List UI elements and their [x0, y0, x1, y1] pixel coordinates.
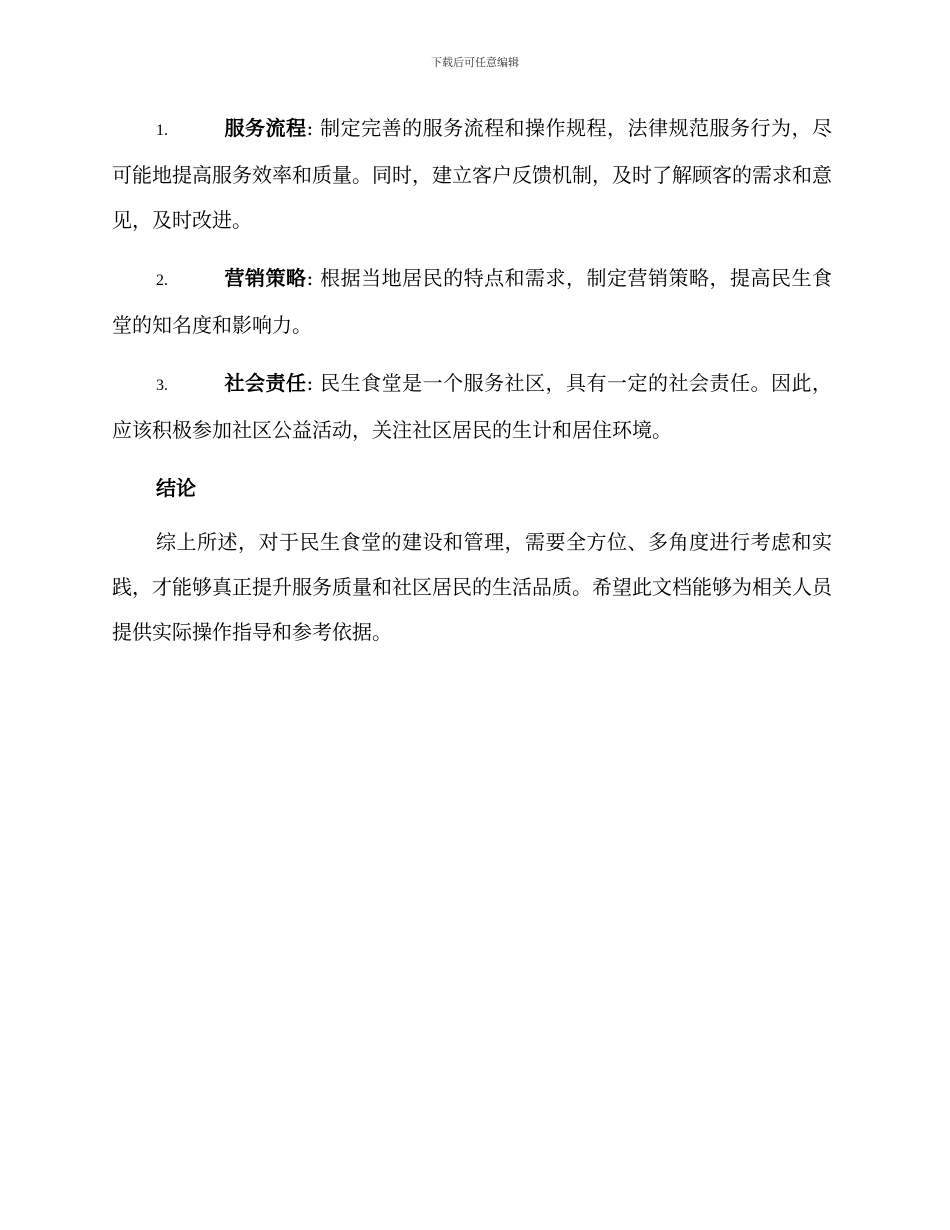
list-text: 根据当地居民的特点和需求，制定营销策略，提高民生食堂的知名度和影响力。 — [112, 266, 833, 337]
list-text: 民生食堂是一个服务社区，具有一定的社会责任。因此，应该积极参加社区公益活动，关注社区居民的生计和居住环境。 — [112, 371, 833, 442]
list-item-service-process — [112, 106, 832, 243]
page-header: 下载后可任意编辑 — [431, 56, 519, 69]
conclusion-paragraph: 综上所述，对于民生食堂的建设和管理，需要全方位、多角度进行考虑和实践，才能够真正提升服务质量和社区居民的生活品质。希望此文档能够为相关人员提供实际操作指导和参考依据。 — [112, 530, 832, 644]
list-number: 3. — [156, 377, 168, 394]
list-term: 营销策略 — [224, 266, 307, 290]
list-number: 1. — [156, 122, 168, 139]
list-separator: : — [306, 116, 314, 140]
list-separator: : — [306, 371, 314, 395]
conclusion-heading: 结论 — [156, 476, 196, 500]
list-number: 2. — [156, 272, 168, 289]
list-term: 社会责任 — [224, 371, 307, 395]
list-item-marketing-strategy — [112, 256, 832, 348]
list-term: 服务流程 — [224, 116, 307, 140]
list-text: 制定完善的服务流程和操作规程，法律规范服务行为，尽可能地提高服务效率和质量。同时，建立客户反馈机制，及时了解顾客的需求和意见，及时改进。 — [112, 116, 833, 232]
list-item-social-responsibility — [112, 361, 832, 453]
document-body — [112, 106, 832, 668]
list-separator: : — [306, 266, 314, 290]
